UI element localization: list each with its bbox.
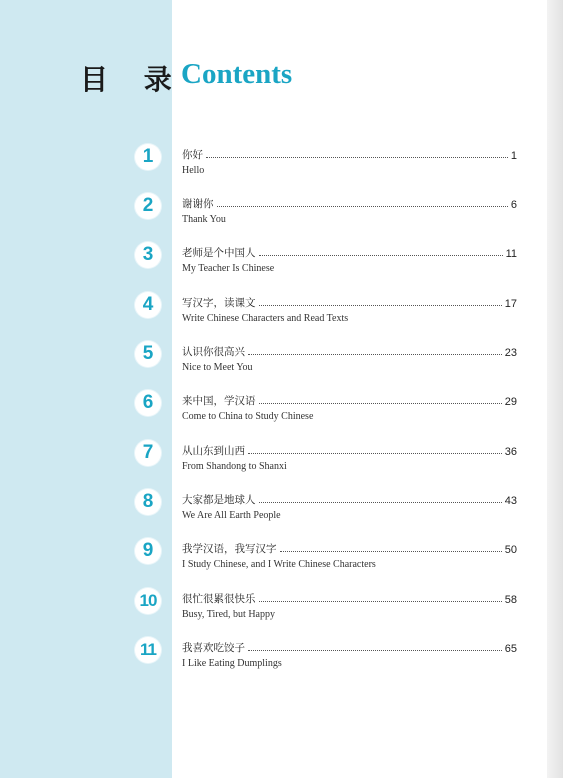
dot-leader — [248, 452, 502, 454]
lesson-title-en: Nice to Meet You — [182, 362, 253, 373]
toc-entry[interactable] — [0, 392, 563, 436]
toc-entry-row — [182, 294, 517, 310]
page-number: 6 — [510, 199, 517, 211]
lesson-title-cn[interactable]: 我喜欢吃饺子 — [182, 642, 245, 654]
lesson-number-badge: 8 — [135, 489, 161, 515]
lesson-title-en: I Study Chinese, and I Write Chinese Characters — [182, 559, 376, 570]
toc-entry-row — [182, 244, 517, 260]
title-chinese: 目 录 — [80, 63, 185, 96]
lesson-number-badge: 11 — [135, 637, 161, 663]
toc-entry-row — [182, 392, 517, 408]
lesson-title-en: I Like Eating Dumplings — [182, 658, 282, 669]
page-number: 17 — [504, 298, 517, 310]
lesson-title-cn[interactable]: 来中国，学汉语 — [182, 395, 256, 407]
page-number: 1 — [510, 150, 517, 162]
toc-entry-row — [182, 442, 517, 458]
toc-entry[interactable] — [0, 442, 563, 486]
lesson-number-badge: 7 — [135, 440, 161, 466]
toc-entry[interactable] — [0, 146, 563, 190]
lesson-number-badge: 9 — [135, 538, 161, 564]
lesson-title-en: Write Chinese Characters and Read Texts — [182, 313, 349, 324]
page-number: 58 — [504, 594, 517, 606]
lesson-number-badge: 2 — [135, 193, 161, 219]
dot-leader — [259, 501, 502, 503]
toc-entry-row — [182, 491, 517, 507]
toc-entry-row — [182, 639, 517, 655]
lesson-title-en: Busy, Tired, but Happy — [182, 609, 275, 620]
dot-leader — [259, 600, 502, 602]
lesson-title-cn[interactable]: 认识你很高兴 — [182, 346, 245, 358]
page-number: 50 — [504, 544, 517, 556]
toc-entry[interactable] — [0, 343, 563, 387]
lesson-title-cn[interactable]: 写汉字，读课文 — [182, 297, 256, 309]
lesson-title-en: Thank You — [182, 214, 226, 225]
lesson-title-cn[interactable]: 很忙很累很快乐 — [182, 593, 256, 605]
toc-entry-row — [182, 146, 517, 162]
toc-entry[interactable] — [0, 294, 563, 338]
lesson-number-badge: 1 — [135, 144, 161, 170]
lesson-number-badge: 3 — [135, 242, 161, 268]
page-number: 23 — [504, 347, 517, 359]
lesson-number-badge: 6 — [135, 390, 161, 416]
toc-entry[interactable] — [0, 195, 563, 239]
lesson-title-en: My Teacher Is Chinese — [182, 263, 275, 274]
lesson-number-badge: 5 — [135, 341, 161, 367]
dot-leader — [259, 254, 503, 256]
page-number: 36 — [504, 446, 517, 458]
dot-leader — [280, 550, 502, 552]
toc-entry[interactable] — [0, 590, 563, 634]
dot-leader — [248, 353, 502, 355]
lesson-title-cn[interactable]: 谢谢你 — [182, 198, 214, 210]
toc-entry-row — [182, 540, 517, 556]
lesson-title-en: Come to China to Study Chinese — [182, 411, 314, 422]
toc-entry-row — [182, 195, 517, 211]
page-number: 65 — [504, 643, 517, 655]
page-number: 11 — [505, 248, 517, 260]
lesson-title-cn[interactable]: 你好 — [182, 149, 203, 161]
dot-leader — [248, 649, 502, 651]
lesson-title-cn[interactable]: 老师是个中国人 — [182, 247, 256, 259]
page-number: 43 — [504, 495, 517, 507]
toc-entry[interactable] — [0, 540, 563, 584]
lesson-title-en: From Shandong to Shanxi — [182, 461, 287, 472]
toc-entry[interactable] — [0, 639, 563, 683]
lesson-title-cn[interactable]: 大家都是地球人 — [182, 494, 256, 506]
dot-leader — [259, 304, 502, 306]
toc-entry[interactable] — [0, 491, 563, 535]
lesson-title-en: Hello — [182, 165, 205, 176]
dot-leader — [217, 205, 508, 207]
lesson-title-cn[interactable]: 我学汉语，我写汉字 — [182, 543, 277, 555]
lesson-title-cn[interactable]: 从山东到山西 — [182, 445, 245, 457]
dot-leader — [259, 402, 502, 404]
lesson-title-en: We Are All Earth People — [182, 510, 281, 521]
toc-entry[interactable] — [0, 244, 563, 288]
toc-entry-row — [182, 590, 517, 606]
lesson-number-badge: 10 — [135, 588, 161, 614]
toc-entry-row — [182, 343, 517, 359]
title-english: Contents — [181, 58, 293, 90]
dot-leader — [206, 156, 508, 158]
page-number: 29 — [504, 396, 517, 408]
lesson-number-badge: 4 — [135, 292, 161, 318]
